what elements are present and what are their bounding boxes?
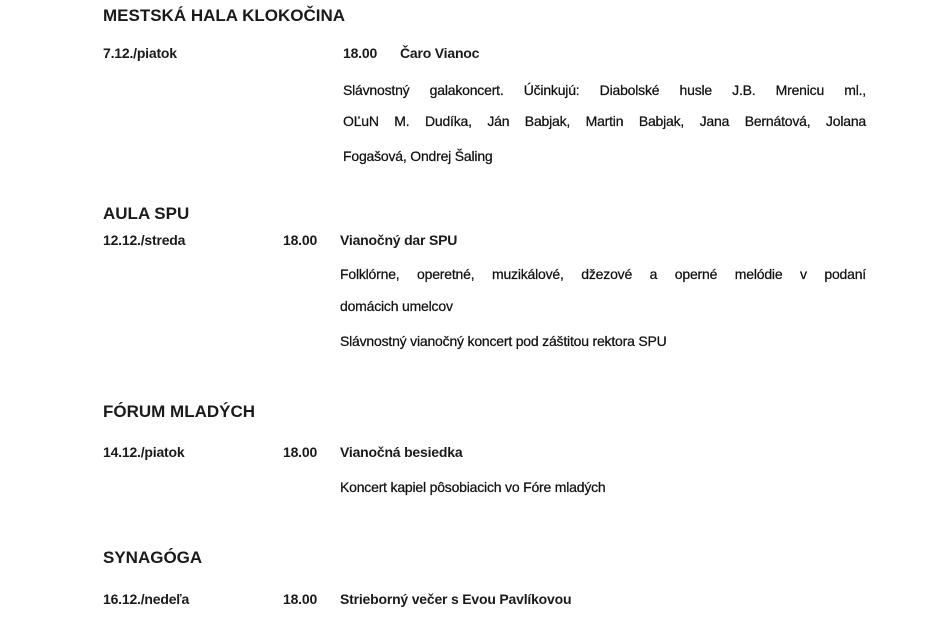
venue-heading: FÓRUM MLADÝCH: [103, 402, 256, 421]
event-description-line: OĽuN M. Dudíka, Ján Babjak, Martin Babjak, Jana Bernátová, Jolana: [343, 113, 866, 129]
event-description-line: Folklórne, operetné, muzikálové, džezové a operné melódie v podaní: [340, 266, 866, 282]
event-date: 14.12./piatok: [103, 444, 185, 460]
event-description-line: Slávnostný galakoncert. Účinkujú: Diabolské husle J.B. Mrenicu ml.,: [343, 82, 866, 98]
venue-heading: AULA SPU: [103, 204, 190, 223]
event-description-line: Slávnostný vianočný koncert pod záštitou rektora SPU: [340, 333, 667, 349]
event-title: Vianočná besiedka: [340, 444, 463, 460]
venue-heading: SYNAGÓGA: [103, 548, 203, 567]
event-description-line: Fogašová, Ondrej Šaling: [343, 148, 493, 164]
event-time: 18.00: [283, 444, 318, 460]
event-date: 7.12./piatok: [103, 45, 177, 61]
event-date: 12.12./streda: [103, 232, 186, 248]
event-time: 18.00: [343, 45, 378, 61]
event-title: Strieborný večer s Evou Pavlíkovou: [340, 591, 572, 607]
event-title: Vianočný dar SPU: [340, 232, 458, 248]
event-title: Čaro Vianoc: [400, 45, 480, 61]
event-description-line: domácich umelcov: [340, 298, 453, 314]
event-time: 18.00: [283, 591, 318, 607]
event-date: 16.12./nedeľa: [103, 591, 190, 607]
venue-heading: MESTSKÁ HALA KLOKOČINA: [103, 6, 346, 25]
event-time: 18.00: [283, 232, 318, 248]
event-description-line: Koncert kapiel pôsobiacich vo Fóre mladých: [340, 479, 606, 495]
